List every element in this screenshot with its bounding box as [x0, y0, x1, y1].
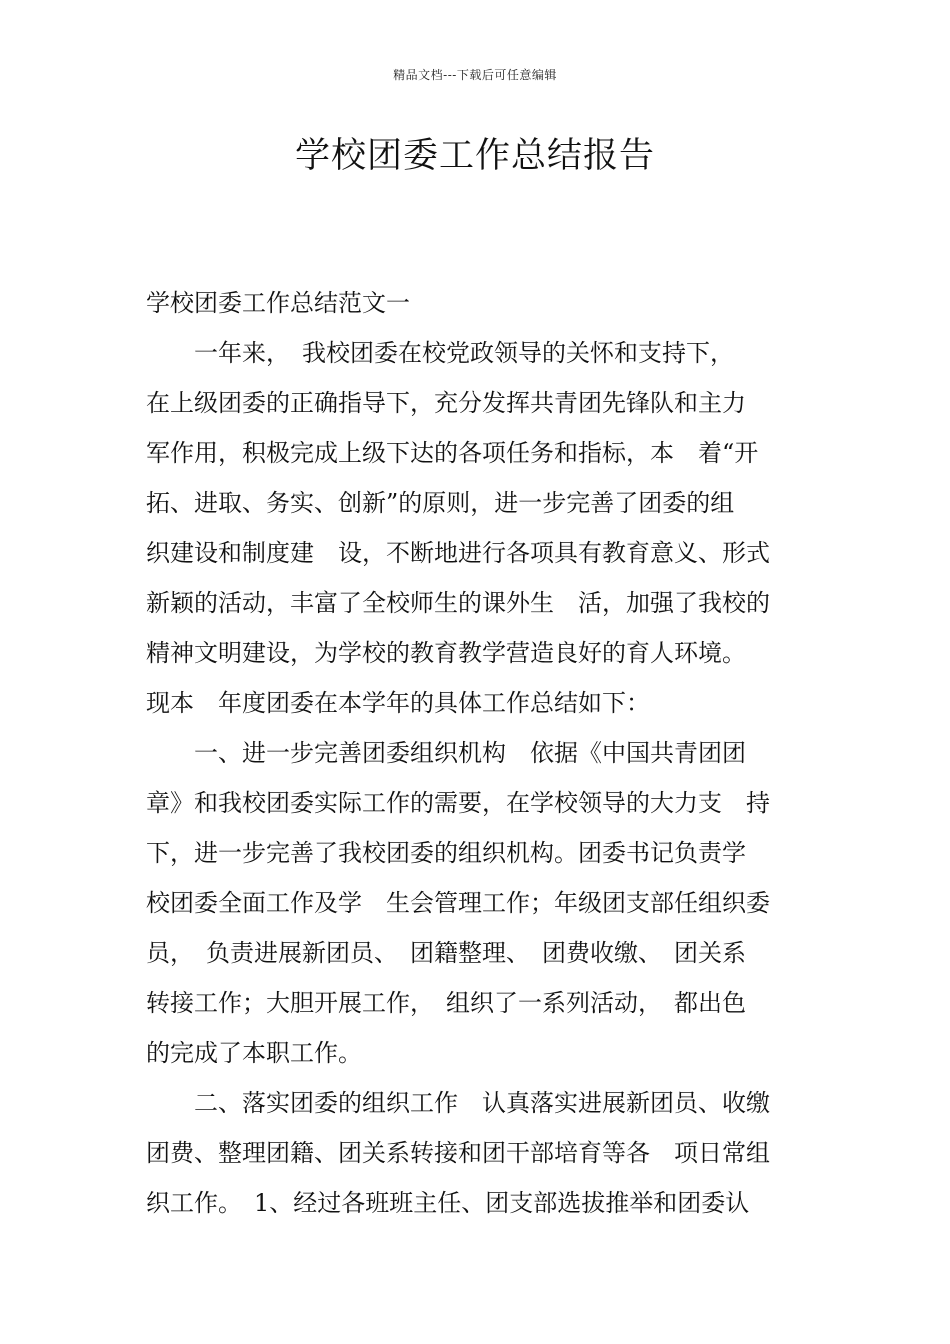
body-line: 一年来， 我校团委在校党政领导的关怀和支持下，	[146, 339, 734, 367]
header-note: 精品文档---下载后可任意编辑	[393, 68, 557, 82]
body-line: 军作用，积极完成上级下达的各项任务和指标，本 着“开	[146, 439, 759, 467]
body-line: 织工作。 1、经过各班班主任、团支部选拔推举和团委认	[146, 1189, 750, 1217]
body-line: 在上级团委的正确指导下，充分发挥共青团先锋队和主力	[146, 389, 746, 417]
body-line: 章》和我校团委实际工作的需要，在学校领导的大力支 持	[146, 789, 770, 817]
body-line: 精神文明建设，为学校的教育教学营造良好的育人环境。	[146, 639, 746, 667]
body-line: 一、进一步完善团委组织机构 依据《中国共青团团	[146, 739, 746, 767]
body-line: 团费、整理团籍、团关系转接和团干部培育等各 项日常组	[146, 1139, 770, 1167]
body-line: 拓、进取、务实、创新”的原则，进一步完善了团委的组	[146, 489, 735, 517]
body-line: 织建设和制度建 设，不断地进行各项具有教育意义、形式	[146, 539, 770, 567]
body-line: 现本 年度团委在本学年的具体工作总结如下：	[146, 689, 650, 717]
body-line: 二、落实团委的组织工作 认真落实进展新团员、收缴	[146, 1089, 770, 1117]
body-line: 转接工作；大胆开展工作， 组织了一系列活动， 都出色	[146, 989, 746, 1017]
body-line: 校团委全面工作及学 生会管理工作；年级团支部任组织委	[146, 889, 770, 917]
section-heading: 学校团委工作总结范文一	[146, 289, 410, 317]
body-line: 的完成了本职工作。	[146, 1039, 362, 1067]
body-line: 员， 负责进展新团员、 团籍整理、 团费收缴、 团关系	[146, 939, 746, 967]
document-body	[146, 278, 806, 1228]
body-line: 新颖的活动，丰富了全校师生的课外生 活，加强了我校的	[146, 589, 770, 617]
document-title: 学校团委工作总结报告	[294, 136, 655, 176]
body-line: 下，进一步完善了我校团委的组织机构。团委书记负责学	[146, 839, 746, 867]
